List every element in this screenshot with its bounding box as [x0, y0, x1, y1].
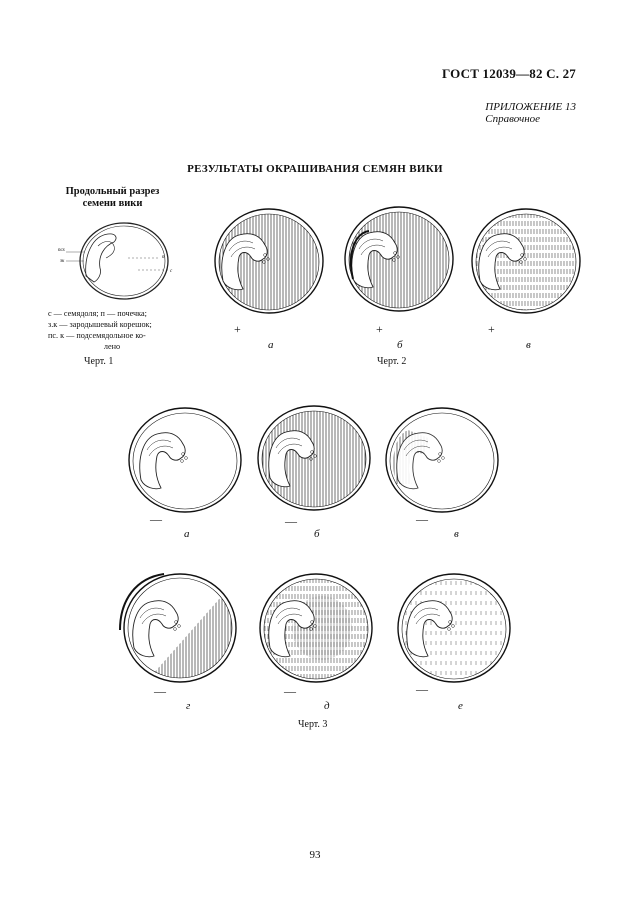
fig3-label-b: б — [314, 528, 320, 540]
standard-header: ГОСТ 12039—82 С. 27 — [442, 66, 576, 81]
fig3-seed-e — [252, 570, 374, 686]
appendix-title: ПРИЛОЖЕНИЕ 13 — [485, 101, 576, 113]
fig2-label-c: в — [526, 339, 531, 351]
fig3-sign-a: — — [150, 512, 162, 526]
fig3-seed-f — [390, 570, 512, 686]
fig2-sign-a: + — [234, 322, 241, 336]
fig2-seed-b — [337, 203, 455, 315]
figure2-caption: Черт. 2 — [377, 356, 407, 367]
figure3-caption: Черт. 3 — [298, 719, 328, 730]
appendix-subtitle: Справочное — [485, 113, 541, 125]
label-s: с — [170, 269, 173, 274]
figure1-heading-line1: Продольный разрез — [65, 186, 160, 197]
fig3-label-e: д — [324, 700, 330, 712]
fig2-sign-b: + — [376, 322, 383, 336]
fig2-seed-a — [207, 205, 325, 317]
fig3-seed-b — [250, 402, 372, 514]
figure1-heading-line2: семени вики — [82, 198, 143, 209]
legend-line: лено — [103, 342, 121, 351]
figure1-caption: Черт. 1 — [84, 356, 114, 367]
fig3-label-c: в — [454, 528, 459, 540]
fig2-label-a: а — [268, 339, 274, 351]
fig2-sign-c: + — [488, 322, 495, 336]
fig3-seed-d — [116, 570, 238, 686]
fig2-label-b: б — [397, 339, 403, 351]
fig2-seed-c — [464, 205, 582, 317]
label-zk: зк — [60, 259, 65, 264]
legend-line: з.к — зародышевый корешок; — [48, 320, 152, 329]
fig3-label-a: а — [184, 528, 190, 540]
page-number: 93 — [309, 849, 321, 861]
fig3-sign-d: — — [154, 684, 166, 698]
figure1-seed-section — [58, 218, 178, 308]
legend-line: пс. к — подсемядольное ко- — [48, 331, 146, 340]
fig3-sign-f: — — [416, 682, 428, 696]
fig3-sign-c: — — [416, 512, 428, 526]
legend-line: с — семядоля; п — почечка; — [48, 309, 147, 318]
appendix-block — [485, 101, 576, 125]
fig3-seed-a — [121, 404, 243, 516]
fig3-label-f: е — [458, 700, 463, 712]
fig3-seed-c — [378, 404, 500, 516]
figure1-heading — [50, 186, 175, 210]
fig3-label-d: г — [186, 700, 191, 712]
label-p: п — [162, 255, 165, 260]
label-psk: псх — [58, 248, 65, 253]
figure1-legend — [48, 308, 176, 352]
fig3-sign-b: — — [285, 514, 297, 528]
fig3-sign-e: — — [284, 684, 296, 698]
main-title: РЕЗУЛЬТАТЫ ОКРАШИВАНИЯ СЕМЯН ВИКИ — [187, 163, 443, 175]
